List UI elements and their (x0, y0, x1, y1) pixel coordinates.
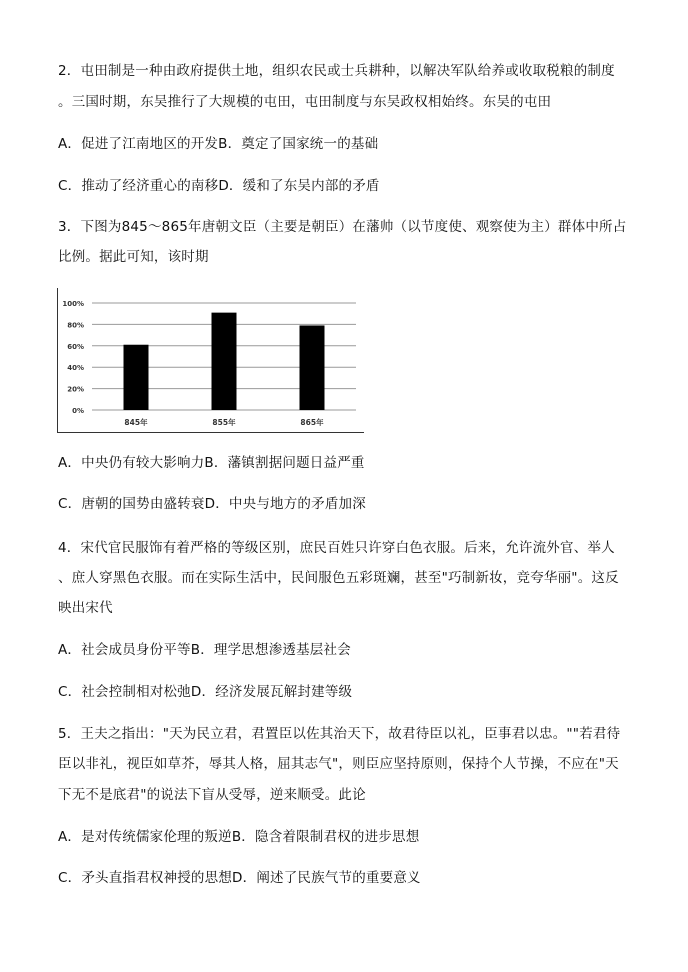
y-tick-label: 40% (67, 364, 84, 373)
x-tick-label: 845年 (124, 418, 148, 427)
q2-stem-line-1: 2．屯田制是一种由政府提供土地，组织农民或士兵耕种，以解决军队给养或收取税粮的制度 (58, 63, 615, 79)
q2-option-ab: A．促进了江南地区的开发B．奠定了国家统一的基础 (58, 136, 379, 152)
q3-option-ab: A．中央仍有较大影响力B．藩镇割据问题日益严重 (58, 455, 365, 471)
q4-option-ab: A．社会成员身份平等B．理学思想渗透基层社会 (58, 642, 351, 658)
q5-stem-line-1: 5．王夫之指出："天为民立君，君置臣以佐其治天下，故君待臣以礼，臣事君以忠。""若君待 (58, 726, 621, 742)
bar-chart-svg (58, 288, 364, 432)
y-tick-label: 80% (67, 321, 84, 330)
bar (212, 313, 237, 410)
y-tick-label: 0% (72, 407, 84, 415)
x-tick-label: 855年 (212, 418, 236, 427)
bar (300, 325, 325, 410)
q5-stem-line-2: 臣以非礼，视臣如草芥，辱其人格，屈其志气"，则臣应坚持原则，保持个人节操，不应在"天 (58, 756, 619, 772)
q4-option-cd: C．社会控制相对松弛D．经济发展瓦解封建等级 (58, 684, 353, 700)
bar-chart (57, 288, 364, 433)
q4-stem-line-3: 映出宋代 (58, 600, 113, 616)
q5-option-ab: A．是对传统儒家伦理的叛逆B．隐含着限制君权的进步思想 (58, 829, 420, 845)
q2-stem-line-2: 。三国时期，东吴推行了大规模的屯田，屯田制度与东吴政权相始终。东吴的屯田 (58, 94, 552, 110)
x-tick-label: 865年 (300, 418, 324, 427)
q5-stem-line-3: 下无不是底君"的说法下盲从受辱，逆来顺受。此论 (58, 787, 366, 803)
q5-option-cd: C．矛头直指君权神授的思想D．阐述了民族气节的重要意义 (58, 870, 421, 886)
q2-option-cd: C．推动了经济重心的南移D．缓和了东吴内部的矛盾 (58, 178, 380, 194)
bar (124, 345, 149, 410)
y-tick-label: 20% (67, 385, 84, 394)
q3-option-cd: C．唐朝的国势由盛转衰D．中央与地方的矛盾加深 (58, 496, 366, 512)
y-tick-label: 100% (62, 300, 84, 308)
q4-stem-line-1: 4．宋代官民服饰有着严格的等级区别，庶民百姓只许穿白色衣服。后来，允许流外官、举人 (58, 540, 615, 556)
q3-stem-line-2: 比例。据此可知，该时期 (58, 249, 209, 265)
q4-stem-line-2: 、庶人穿黑色衣服。而在实际生活中，民间服色五彩斑斓，甚至"巧制新妆，竞夸华丽"。这反 (58, 570, 619, 586)
y-tick-label: 60% (67, 342, 84, 351)
q3-stem-line-1: 3．下图为845～865年唐朝文臣（主要是朝臣）在藩帅（以节度使、观察使为主）群体中所占 (58, 219, 627, 235)
